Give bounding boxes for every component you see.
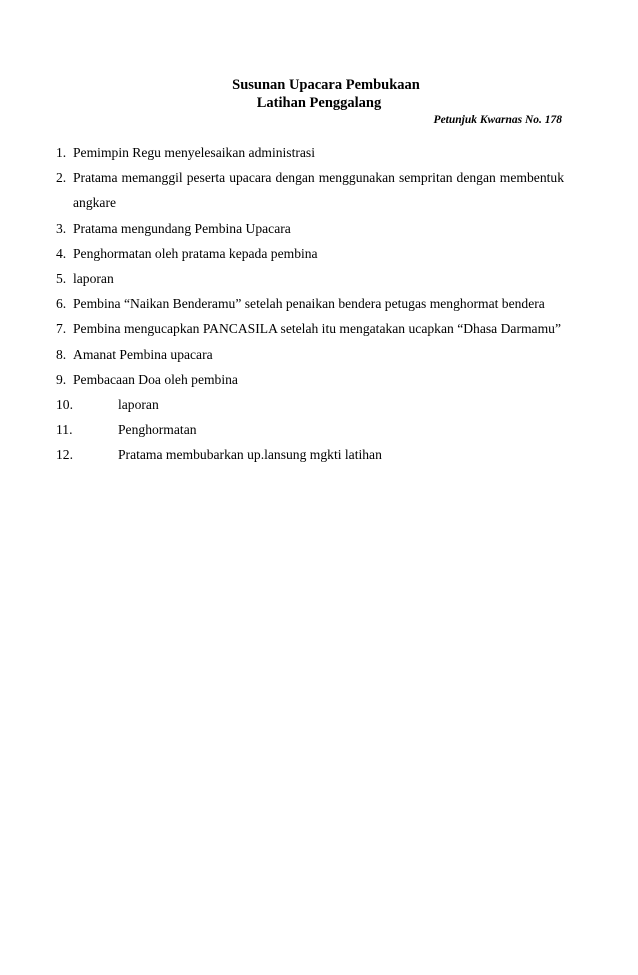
item-text: Pembina mengucapkan PANCASILA setelah itu mengatakan ucapkan “Dhasa Darmamu” (73, 321, 561, 337)
item-number: 2. (56, 170, 67, 186)
list-item (56, 367, 564, 392)
list-item (56, 140, 564, 165)
item-number: 12. (56, 447, 73, 463)
list-item (56, 241, 564, 266)
item-number: 3. (56, 220, 67, 236)
item-number: 6. (56, 296, 67, 312)
list-item (56, 316, 564, 341)
item-text: Penghormatan oleh pratama kepada pembina (73, 245, 318, 261)
list-item (56, 165, 564, 215)
document-title: Susunan Upacara Pembukaan (232, 77, 420, 93)
item-text: Pratama mengundang Pembina Upacara (73, 220, 291, 236)
item-number: 9. (56, 371, 67, 387)
list-item (56, 342, 564, 367)
list-item (56, 442, 564, 467)
list-item (56, 291, 564, 316)
item-number: 10. (56, 397, 73, 413)
item-text: laporan (73, 271, 114, 287)
item-text: Pembina “Naikan Benderamu” setelah penaikan bendera petugas menghormat bendera (73, 296, 545, 312)
list-item (56, 266, 564, 291)
item-text: Pembacaan Doa oleh pembina (73, 371, 238, 387)
item-number: 4. (56, 245, 67, 261)
list-item (56, 216, 564, 241)
item-text: Pratama membubarkan up.lansung mgkti latihan (118, 447, 382, 463)
item-text: Pratama memanggil peserta upacara dengan menggunakan sempritan dengan membentuk angkare (73, 170, 564, 211)
item-number: 5. (56, 271, 67, 287)
item-text: Amanat Pembina upacara (73, 346, 213, 362)
list-item (56, 417, 564, 442)
item-text: Penghormatan (118, 422, 197, 438)
item-text: laporan (118, 397, 159, 413)
reference-note: Petunjuk Kwarnas No. 178 (433, 114, 562, 126)
list-item (56, 392, 564, 417)
document-subtitle: Latihan Penggalang (256, 95, 382, 111)
procedure-list (56, 140, 564, 468)
item-number: 11. (56, 422, 73, 438)
item-number: 8. (56, 346, 67, 362)
item-text: Pemimpin Regu menyelesaikan administrasi (73, 145, 315, 160)
item-number: 7. (56, 321, 67, 337)
item-number: 1. (56, 145, 67, 160)
